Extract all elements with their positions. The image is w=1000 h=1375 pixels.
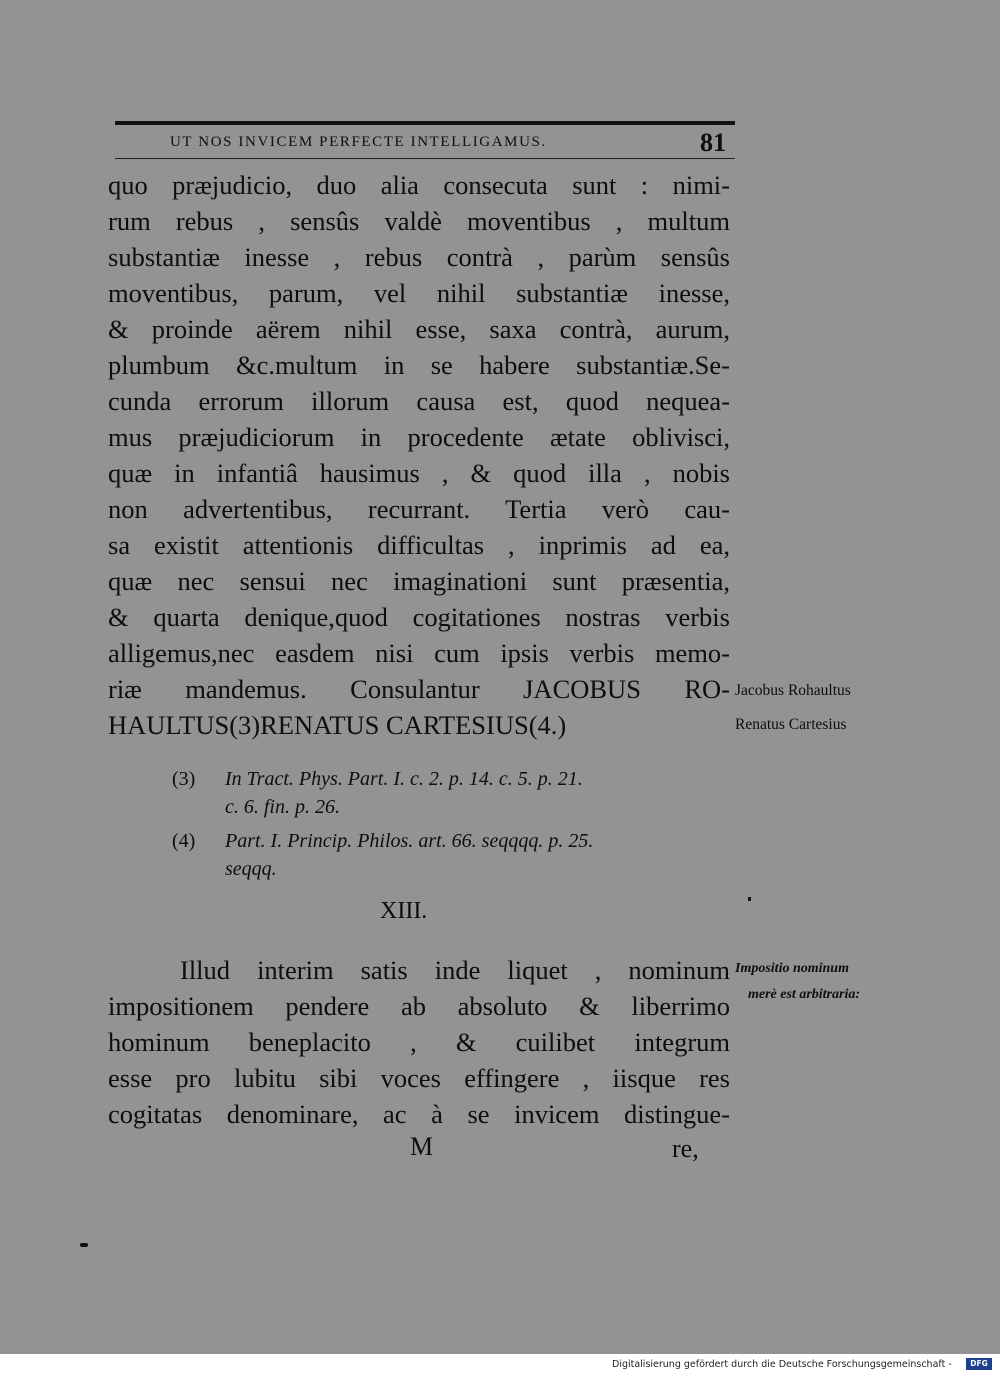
footnote-text: Part. I. Princip. Philos. art. 66. seqqqq. p. 25. [225,830,594,852]
margin-note: merè est arbitraria: [748,987,860,1002]
body-line: & quarta denique,quod cogitationes nostras verbis [108,602,730,632]
body-line: mus præjudiciorum in procedente ætate oblivisci, [108,422,730,452]
ink-speck [80,1243,88,1247]
body-line: alligemus,nec easdem nisi cum ipsis verbis memo- [108,638,730,668]
body-line: rum rebus , sensûs valdè moventibus , multum [108,206,730,236]
digitization-credit: Digitalisierung gefördert durch die Deutsche Forschungsgemeinschaft - [612,1359,952,1370]
catchword: re, [672,1134,699,1163]
margin-note: Renatus Cartesius [735,716,847,733]
section-heading: XIII. [380,898,428,924]
body-line: & proinde aërem nihil esse, saxa contrà, aurum, [108,314,730,344]
footnote-text: c. 6. fin. p. 26. [225,796,340,818]
body-line: riæ mandemus. Consulantur JACOBUS RO- [108,674,730,704]
running-head: UT NOS INVICEM PERFECTE INTELLIGAMUS. [170,134,547,150]
page-number: 81 [700,128,726,157]
section-line: cogitatas denominare, ac à se invicem distingue- [108,1099,730,1129]
body-line: quo præjudicio, duo alia consecuta sunt : nimi- [108,170,730,200]
body-line: substantiæ inesse , rebus contrà , parùm sensûs [108,242,730,272]
section-line: Illud interim satis inde liquet , nominum [180,955,730,985]
footnote-text: In Tract. Phys. Part. I. c. 2. p. 14. c. 5. p. 21. [225,768,583,790]
footnote-number: (3) [172,768,196,790]
ink-speck [748,897,751,901]
body-line: cunda errorum illorum causa est, quod nequea- [108,386,730,416]
header-rule-thin [115,158,735,159]
dfg-logo: DFG [966,1358,992,1370]
margin-note: Jacobus Rohaultus [735,682,851,699]
signature-mark: M [410,1132,434,1161]
section-line: impositionem pendere ab absoluto & liberrimo [108,991,730,1021]
body-line: quæ in infantiâ hausimus , & quod illa , nobis [108,458,730,488]
section-line: hominum beneplacito , & cuilibet integrum [108,1027,730,1057]
body-line: plumbum &c.multum in se habere substantiæ.Se- [108,350,730,380]
section-line: esse pro lubitu sibi voces effingere , iisque res [108,1063,730,1093]
footnote-text: seqqq. [225,858,277,880]
footnote-number: (4) [172,830,196,852]
body-line: non advertentibus, recurrant. Tertia verò cau- [108,494,730,524]
body-line: moventibus, parum, vel nihil substantiæ inesse, [108,278,730,308]
header-rule-thick [115,121,735,125]
body-line: quæ nec sensui nec imaginationi sunt præsentia, [108,566,730,596]
margin-note: Impositio nominum [735,961,849,976]
body-line: HAULTUS(3)RENATUS CARTESIUS(4.) [108,710,567,740]
body-line: sa existit attentionis difficultas , inprimis ad ea, [108,530,730,560]
